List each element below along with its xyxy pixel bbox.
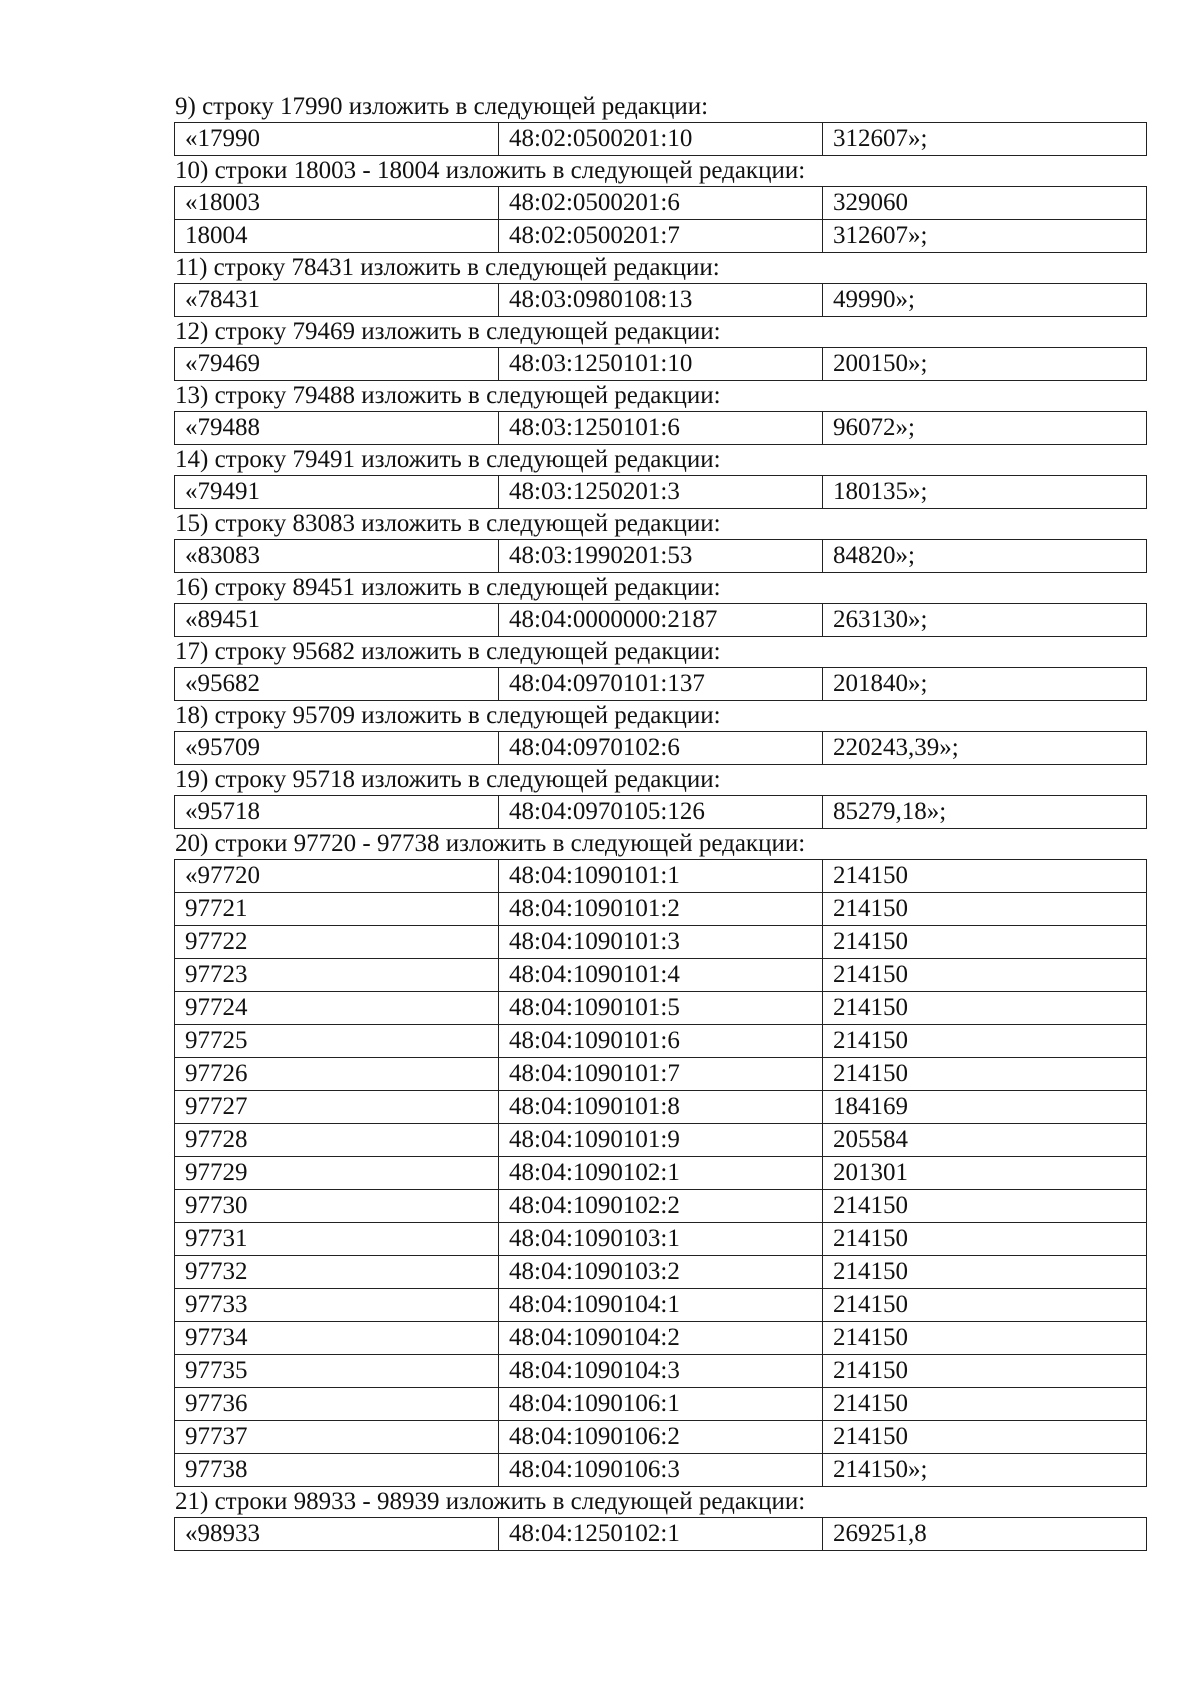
amendment-section xyxy=(174,829,1146,1487)
table-row xyxy=(175,1289,1147,1322)
amendment-section xyxy=(174,156,1146,253)
table-row xyxy=(175,1124,1147,1157)
amendment-table xyxy=(174,795,1147,829)
cadastral-number-cell: 48:04:1090104:2 xyxy=(499,1322,823,1355)
amendment-table xyxy=(174,475,1147,509)
cadastral-number-cell: 48:04:1090106:1 xyxy=(499,1388,823,1421)
row-number-cell: 97722 xyxy=(175,926,499,959)
value-cell: 201301 xyxy=(823,1157,1147,1190)
table-row xyxy=(175,1322,1147,1355)
table-row xyxy=(175,476,1147,509)
value-cell: 214150 xyxy=(823,959,1147,992)
cadastral-number-cell: 48:04:0970105:126 xyxy=(499,796,823,829)
row-number-cell: 97734 xyxy=(175,1322,499,1355)
row-number-cell: 97724 xyxy=(175,992,499,1025)
row-number-cell: «95682 xyxy=(175,668,499,701)
cadastral-number-cell: 48:02:0500201:10 xyxy=(499,123,823,156)
value-cell: 329060 xyxy=(823,187,1147,220)
cadastral-number-cell: 48:03:1250101:6 xyxy=(499,412,823,445)
row-number-cell: 97726 xyxy=(175,1058,499,1091)
cadastral-number-cell: 48:02:0500201:7 xyxy=(499,220,823,253)
amendment-section xyxy=(174,765,1146,829)
value-cell: 84820»; xyxy=(823,540,1147,573)
table-row xyxy=(175,1388,1147,1421)
row-number-cell: 97728 xyxy=(175,1124,499,1157)
value-cell: 220243,39»; xyxy=(823,732,1147,765)
row-number-cell: 97723 xyxy=(175,959,499,992)
cadastral-number-cell: 48:03:1990201:53 xyxy=(499,540,823,573)
cadastral-number-cell: 48:03:1250201:3 xyxy=(499,476,823,509)
value-cell: 49990»; xyxy=(823,284,1147,317)
row-number-cell: 97725 xyxy=(175,1025,499,1058)
value-cell: 180135»; xyxy=(823,476,1147,509)
amendment-section xyxy=(174,445,1146,509)
row-number-cell: «98933 xyxy=(175,1518,499,1551)
amendment-section xyxy=(174,573,1146,637)
amendment-table xyxy=(174,283,1147,317)
table-row xyxy=(175,1091,1147,1124)
table-row xyxy=(175,959,1147,992)
row-number-cell: 97731 xyxy=(175,1223,499,1256)
table-row xyxy=(175,604,1147,637)
cadastral-number-cell: 48:04:0970102:6 xyxy=(499,732,823,765)
amendment-heading: 9) строку 17990 изложить в следующей редакции: xyxy=(175,93,709,120)
row-number-cell: «78431 xyxy=(175,284,499,317)
table-row xyxy=(175,1421,1147,1454)
cadastral-number-cell: 48:04:1090106:2 xyxy=(499,1421,823,1454)
amendment-table xyxy=(174,603,1147,637)
value-cell: 184169 xyxy=(823,1091,1147,1124)
value-cell: 85279,18»; xyxy=(823,796,1147,829)
amendment-table xyxy=(174,731,1147,765)
amendment-heading: 21) строки 98933 - 98939 изложить в следующей редакции: xyxy=(175,1488,806,1515)
amendment-heading: 17) строку 95682 изложить в следующей редакции: xyxy=(175,638,721,665)
cadastral-number-cell: 48:04:1090101:1 xyxy=(499,860,823,893)
value-cell: 214150 xyxy=(823,1058,1147,1091)
amendment-table xyxy=(174,859,1147,1487)
amendment-heading: 15) строку 83083 изложить в следующей редакции: xyxy=(175,510,721,537)
amendment-heading: 19) строку 95718 изложить в следующей редакции: xyxy=(175,766,721,793)
amendment-table xyxy=(174,186,1147,253)
amendment-table xyxy=(174,411,1147,445)
row-number-cell: «89451 xyxy=(175,604,499,637)
value-cell: 214150»; xyxy=(823,1454,1147,1487)
value-cell: 269251,8 xyxy=(823,1518,1147,1551)
table-row xyxy=(175,1454,1147,1487)
value-cell: 205584 xyxy=(823,1124,1147,1157)
row-number-cell: 97736 xyxy=(175,1388,499,1421)
amendment-heading: 20) строки 97720 - 97738 изложить в следующей редакции: xyxy=(175,830,806,857)
cadastral-number-cell: 48:03:1250101:10 xyxy=(499,348,823,381)
amendment-heading: 10) строки 18003 - 18004 изложить в следующей редакции: xyxy=(175,157,806,184)
cadastral-number-cell: 48:04:0970101:137 xyxy=(499,668,823,701)
cadastral-number-cell: 48:04:1090102:1 xyxy=(499,1157,823,1190)
value-cell: 312607»; xyxy=(823,220,1147,253)
value-cell: 214150 xyxy=(823,1388,1147,1421)
amendment-section xyxy=(174,92,1146,156)
cadastral-number-cell: 48:04:1090106:3 xyxy=(499,1454,823,1487)
value-cell: 214150 xyxy=(823,1289,1147,1322)
amendment-heading: 14) строку 79491 изложить в следующей редакции: xyxy=(175,446,721,473)
table-row xyxy=(175,893,1147,926)
value-cell: 214150 xyxy=(823,860,1147,893)
value-cell: 214150 xyxy=(823,893,1147,926)
amendment-table xyxy=(174,347,1147,381)
table-row xyxy=(175,860,1147,893)
amendment-table xyxy=(174,667,1147,701)
table-row xyxy=(175,123,1147,156)
value-cell: 214150 xyxy=(823,1256,1147,1289)
row-number-cell: 97727 xyxy=(175,1091,499,1124)
cadastral-number-cell: 48:04:1250102:1 xyxy=(499,1518,823,1551)
table-row xyxy=(175,348,1147,381)
cadastral-number-cell: 48:04:1090101:7 xyxy=(499,1058,823,1091)
amendment-section xyxy=(174,701,1146,765)
cadastral-number-cell: 48:02:0500201:6 xyxy=(499,187,823,220)
amendment-section xyxy=(174,381,1146,445)
table-row xyxy=(175,1256,1147,1289)
amendment-table xyxy=(174,1517,1147,1551)
row-number-cell: 97730 xyxy=(175,1190,499,1223)
cadastral-number-cell: 48:04:1090101:6 xyxy=(499,1025,823,1058)
document-page xyxy=(174,92,1146,1551)
row-number-cell: «95718 xyxy=(175,796,499,829)
table-row xyxy=(175,220,1147,253)
cadastral-number-cell: 48:04:1090103:2 xyxy=(499,1256,823,1289)
table-row xyxy=(175,1025,1147,1058)
table-row xyxy=(175,732,1147,765)
value-cell: 214150 xyxy=(823,992,1147,1025)
row-number-cell: 97733 xyxy=(175,1289,499,1322)
table-row xyxy=(175,187,1147,220)
amendment-section xyxy=(174,509,1146,573)
row-number-cell: «97720 xyxy=(175,860,499,893)
table-row xyxy=(175,540,1147,573)
amendment-heading: 13) строку 79488 изложить в следующей редакции: xyxy=(175,382,721,409)
amendment-section xyxy=(174,637,1146,701)
table-row xyxy=(175,1355,1147,1388)
table-row xyxy=(175,1223,1147,1256)
table-row xyxy=(175,796,1147,829)
cadastral-number-cell: 48:04:1090101:5 xyxy=(499,992,823,1025)
row-number-cell: «79469 xyxy=(175,348,499,381)
value-cell: 214150 xyxy=(823,1190,1147,1223)
row-number-cell: 97738 xyxy=(175,1454,499,1487)
value-cell: 263130»; xyxy=(823,604,1147,637)
amendment-heading: 18) строку 95709 изложить в следующей редакции: xyxy=(175,702,721,729)
cadastral-number-cell: 48:04:1090104:3 xyxy=(499,1355,823,1388)
table-row xyxy=(175,926,1147,959)
value-cell: 214150 xyxy=(823,1322,1147,1355)
amendment-heading: 12) строку 79469 изложить в следующей редакции: xyxy=(175,318,721,345)
cadastral-number-cell: 48:04:1090101:2 xyxy=(499,893,823,926)
row-number-cell: 97735 xyxy=(175,1355,499,1388)
value-cell: 312607»; xyxy=(823,123,1147,156)
value-cell: 96072»; xyxy=(823,412,1147,445)
table-row xyxy=(175,412,1147,445)
amendment-table xyxy=(174,122,1147,156)
amendment-section xyxy=(174,317,1146,381)
cadastral-number-cell: 48:04:0000000:2187 xyxy=(499,604,823,637)
amendment-table xyxy=(174,539,1147,573)
row-number-cell: 18004 xyxy=(175,220,499,253)
row-number-cell: 97737 xyxy=(175,1421,499,1454)
amendment-heading: 11) строку 78431 изложить в следующей редакции: xyxy=(175,254,720,281)
row-number-cell: «95709 xyxy=(175,732,499,765)
table-row xyxy=(175,1157,1147,1190)
value-cell: 214150 xyxy=(823,1421,1147,1454)
table-row xyxy=(175,284,1147,317)
value-cell: 214150 xyxy=(823,1025,1147,1058)
amendment-heading: 16) строку 89451 изложить в следующей редакции: xyxy=(175,574,721,601)
row-number-cell: 97732 xyxy=(175,1256,499,1289)
cadastral-number-cell: 48:04:1090104:1 xyxy=(499,1289,823,1322)
cadastral-number-cell: 48:03:0980108:13 xyxy=(499,284,823,317)
cadastral-number-cell: 48:04:1090102:2 xyxy=(499,1190,823,1223)
amendment-section xyxy=(174,1487,1146,1551)
row-number-cell: «17990 xyxy=(175,123,499,156)
cadastral-number-cell: 48:04:1090101:9 xyxy=(499,1124,823,1157)
row-number-cell: «18003 xyxy=(175,187,499,220)
cadastral-number-cell: 48:04:1090101:8 xyxy=(499,1091,823,1124)
table-row xyxy=(175,1190,1147,1223)
row-number-cell: «79488 xyxy=(175,412,499,445)
value-cell: 214150 xyxy=(823,1355,1147,1388)
cadastral-number-cell: 48:04:1090101:4 xyxy=(499,959,823,992)
row-number-cell: «83083 xyxy=(175,540,499,573)
row-number-cell: «79491 xyxy=(175,476,499,509)
value-cell: 200150»; xyxy=(823,348,1147,381)
table-row xyxy=(175,668,1147,701)
cadastral-number-cell: 48:04:1090101:3 xyxy=(499,926,823,959)
value-cell: 201840»; xyxy=(823,668,1147,701)
amendment-section xyxy=(174,253,1146,317)
table-row xyxy=(175,1518,1147,1551)
table-row xyxy=(175,1058,1147,1091)
value-cell: 214150 xyxy=(823,926,1147,959)
row-number-cell: 97729 xyxy=(175,1157,499,1190)
cadastral-number-cell: 48:04:1090103:1 xyxy=(499,1223,823,1256)
row-number-cell: 97721 xyxy=(175,893,499,926)
value-cell: 214150 xyxy=(823,1223,1147,1256)
table-row xyxy=(175,992,1147,1025)
